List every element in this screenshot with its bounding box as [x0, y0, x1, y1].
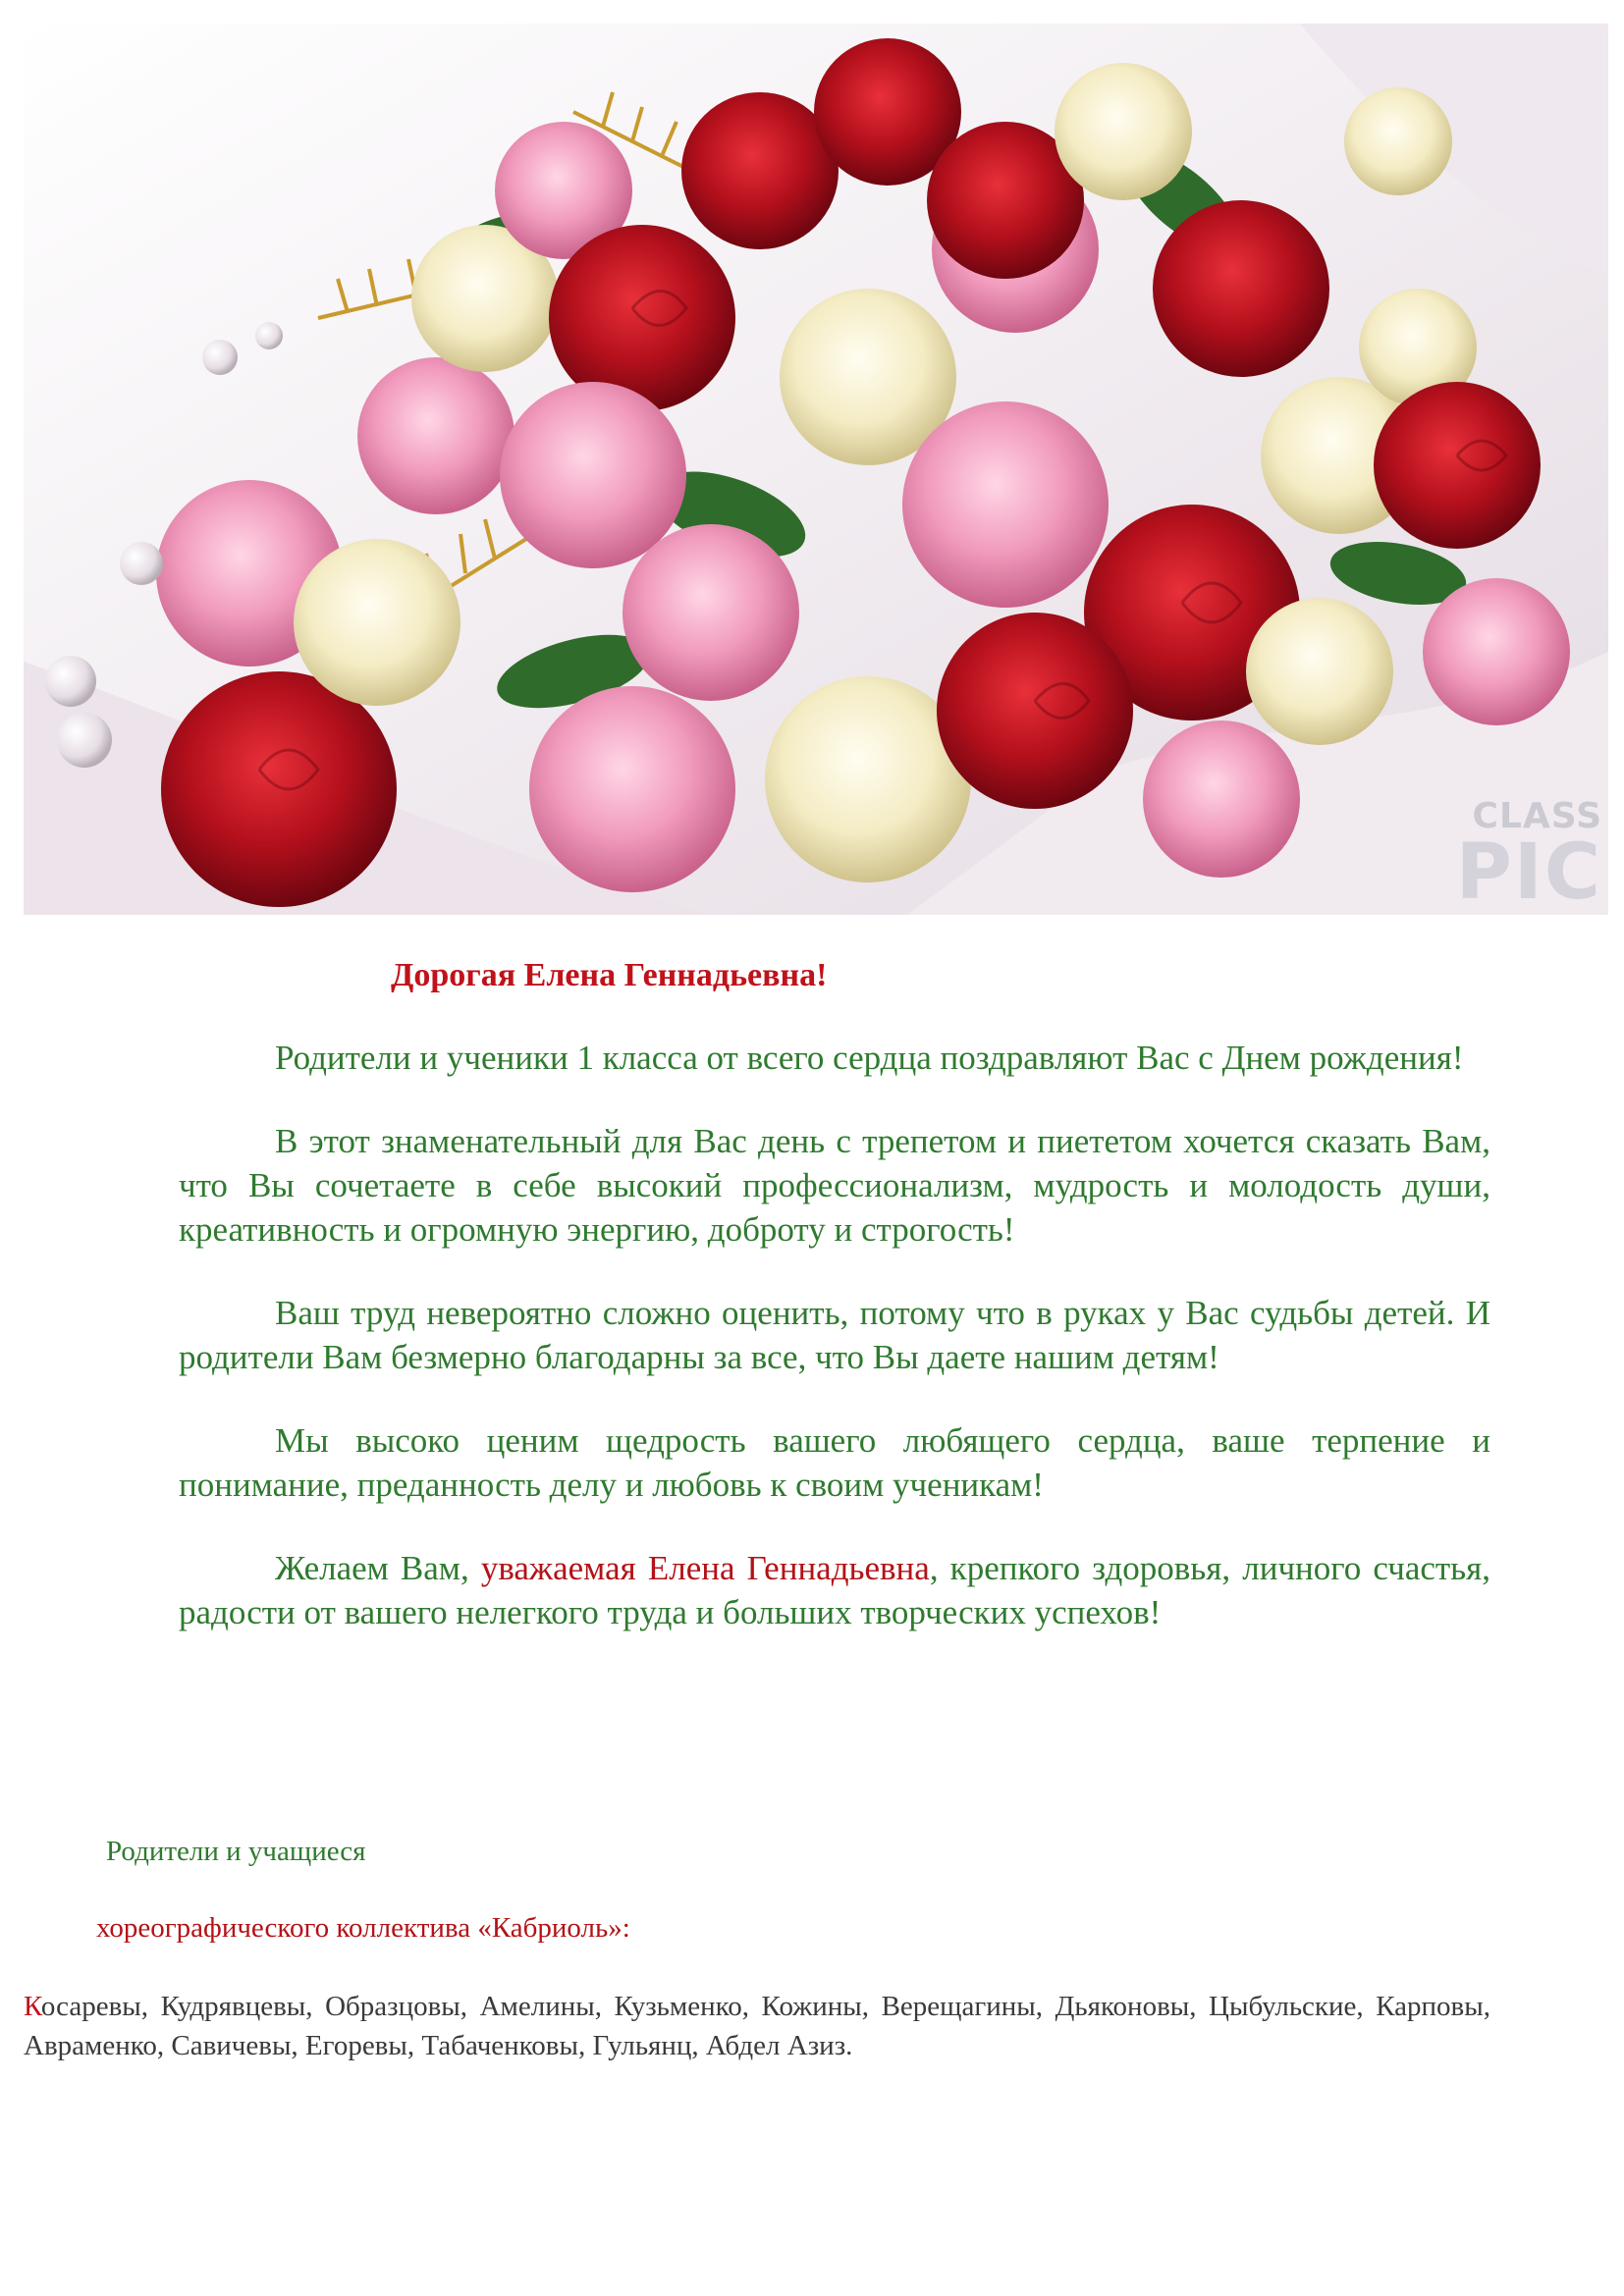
watermark-bottom: PIC — [1455, 828, 1602, 915]
paragraph-5 — [179, 1546, 1490, 1634]
paragraph-1: Родители и ученики 1 класса от всего сердца поздравляют Вас с Днем рождения! — [275, 1039, 1464, 1077]
names-rest: осаревы, Кудрявцевы, Образцовы, Амелины, Кузьменко, Кожины, Верещагины, Дьяконовы, Цыбульские, Карповы, Авраменко, Савичевы, Егоревы, Табаченковы, Гульянц, Абдел Азиз. — [24, 1991, 1490, 2061]
paragraph-5-end: , крепкого здоровья, личного счастья, радости от вашего нелегкого труда и больших творческих успехов! — [179, 1549, 1490, 1631]
signature-line-2: хореографического коллектива «Кабриоль»: — [96, 1912, 630, 1944]
roses-illustration — [24, 24, 1608, 915]
signature-line-1: Родители и учащиеся — [106, 1836, 366, 1867]
paragraph-4: Мы высоко ценим щедрость вашего любящего сердца, ваше терпение и понимание, преданность делу и любовь к своим ученикам! — [179, 1421, 1490, 1504]
greeting-heading: Дорогая Елена Геннадьевна! — [391, 957, 828, 993]
family-names — [24, 1987, 1490, 2065]
roses-photo — [24, 24, 1608, 915]
paragraph-3: Ваш труд невероятно сложно оценить, потому что в руках у Вас судьбы детей. И родители Вам безмерно благодарны за все, что Вы даете нашим детям! — [179, 1294, 1490, 1376]
paragraph-5-highlight: уважаемая Елена Геннадьевна — [480, 1549, 930, 1587]
letter-body — [179, 1036, 1490, 1674]
paragraph-2: В этот знаменательный для Вас день с трепетом и пиететом хочется сказать Вам, что Вы сочетаете в себе высокий профессионализм, мудрость и молодость души, креативность и огромную энергию, доброту и строгость! — [179, 1122, 1490, 1249]
names-initial: К — [24, 1991, 41, 2022]
paragraph-5-start: Желаем Вам, — [275, 1549, 481, 1587]
watermark — [1455, 796, 1602, 915]
watermark-top: CLASS — [1472, 796, 1602, 836]
